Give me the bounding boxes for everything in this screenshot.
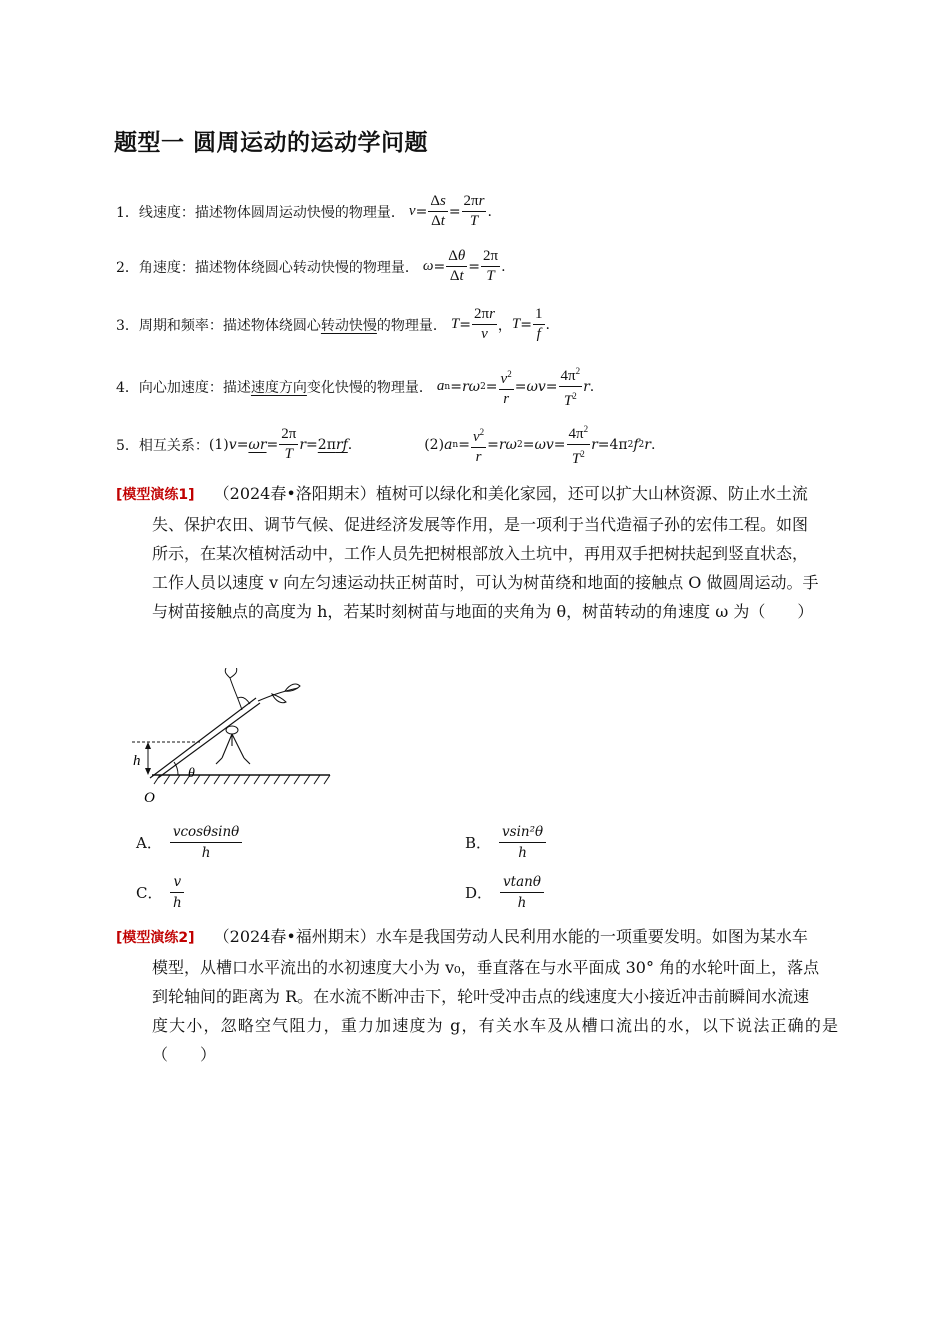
option-denominator: h: [518, 845, 527, 861]
tree-branch: [230, 678, 242, 710]
label-h: h: [133, 753, 141, 769]
leaf: [285, 684, 300, 691]
option-denominator: h: [201, 845, 211, 861]
option-denominator: h: [172, 895, 182, 911]
exercise-source: （2024春•洛阳期末）: [213, 484, 376, 503]
option-d[interactable]: [465, 872, 544, 913]
exercise-1-first-line: [116, 479, 838, 510]
option-a[interactable]: [136, 822, 242, 863]
item-label-underlined: 速度方向: [250, 379, 307, 396]
option-numerator: vsin²θ: [499, 822, 546, 843]
option-letter: B．: [465, 834, 492, 852]
ground-hatching: [154, 775, 330, 784]
page-title: 题型一 圆周运动的运动学问题: [114, 130, 429, 156]
support-frame: [222, 734, 232, 758]
item-label: 1．线速度：描述物体圆周运动快慢的物理量．: [116, 204, 405, 221]
label-o: O: [144, 790, 155, 806]
exercise-2: [116, 922, 838, 1069]
label-theta: θ: [188, 766, 195, 781]
item-label: 2．角速度：描述物体绕圆心转动快慢的物理量．: [116, 259, 419, 276]
item-linear-velocity: 1．线速度：描述物体圆周运动快慢的物理量． v = $\frac{\Delta s}{\Delta t}$ = $\frac{2\pi r}{T}$ .: [116, 193, 492, 229]
item-centripetal-acceleration: 4．向心加速度：描述 速度方向 变化快慢的物理量． a n = rω 2 = $\frac{v^2}{r}$ = ωv = $\frac{4\pi^2}{T^2}$ r .: [116, 362, 594, 411]
exercise-line: 失、保护农田、调节气候、促进经济发展等作用，是一项利于当代造福子孙的宏伟工程。如图: [152, 515, 809, 534]
option-numerator: vtanθ: [500, 872, 544, 893]
item-period-frequency: 3．周期和频率：描述物体绕圆心 转动快慢 的物理量． T = $\frac{2\pi r}{v}$ ， T = $\frac{1}{f}$ .: [116, 306, 550, 342]
exercise-1: [116, 479, 838, 626]
exercise-line: 所示，在某次植树活动中，工作人员先把树根部放入土坑中，再用双手把树扶起到竖直状态，: [152, 544, 809, 563]
exercise-line: 度大小，忽略空气阻力，重力加速度为 g，有关水车及从槽口流出的水，以下说法正确的是（ ）: [152, 1016, 838, 1064]
item-label-b: 变化快慢的物理量．: [306, 379, 433, 396]
tree-seedling-figure: [130, 668, 340, 808]
option-b[interactable]: [465, 822, 546, 863]
item-angular-velocity: 2．角速度：描述物体绕圆心转动快慢的物理量． ω = $\frac{\Delta\theta}{\Delta t}$ = $\frac{2\pi}{T}$ .: [116, 248, 506, 284]
item-label-underlined: 转动快慢: [320, 317, 377, 334]
tree-trunk: [150, 698, 256, 778]
exercise-line: 与树苗接触点的高度为 h，若某时刻树苗与地面的夹角为 θ，树苗转动的角速度 ω 为（ ）: [152, 602, 814, 621]
option-letter: D．: [465, 884, 493, 902]
exercise-source: （2024春•福州期末）: [213, 927, 376, 946]
exercise-line: 到轮轴间的距离为 R。在水流不断冲击下，轮叶受冲击点的线速度大小接近冲击前瞬间水流速: [152, 987, 810, 1006]
option-numerator: vcosθsinθ: [170, 822, 242, 843]
exercise-tag: [模型演练2]: [116, 930, 195, 946]
option-letter: C．: [136, 884, 163, 902]
item-relationships: 5．相互关系： (1) v = ωr = $\frac{2\pi}{T}$ r = 2πrf . (2) a n = $\frac{v^2}{r}$ = rω 2 = ωv = $\frac{4\pi^2}{T^2}$ r =4π 2 f 2 r .: [116, 420, 655, 469]
exercise-line: 模型，从槽口水平流出的水初速度大小为 v₀，垂直落在与水平面成 30° 角的水轮叶面上，落点: [152, 958, 820, 977]
exercise-2-first-line: [116, 922, 838, 953]
exercise-tag: [模型演练1]: [116, 487, 195, 503]
option-letter: A．: [136, 834, 162, 852]
exercise-line: 工作人员以速度 v 向左匀速运动扶正树苗时，可认为树苗绕和地面的接触点 O 做圆周运动。手: [152, 573, 819, 592]
option-c[interactable]: [136, 872, 184, 913]
item-label-b: 的物理量．: [376, 317, 447, 334]
option-denominator: h: [517, 895, 527, 911]
item-label-a: 4．向心加速度：描述: [116, 379, 251, 396]
option-numerator: v: [170, 872, 184, 893]
exercise-text: 植树可以绿化和美化家园，还可以扩大山林资源、防止水土流: [375, 484, 808, 503]
item-label-a: 3．周期和频率：描述物体绕圆心: [116, 317, 321, 334]
item-label: 5．相互关系：: [116, 437, 209, 454]
exercise-text: 水车是我国劳动人民利用水能的一项重要发明。如图为某水车: [375, 927, 808, 946]
